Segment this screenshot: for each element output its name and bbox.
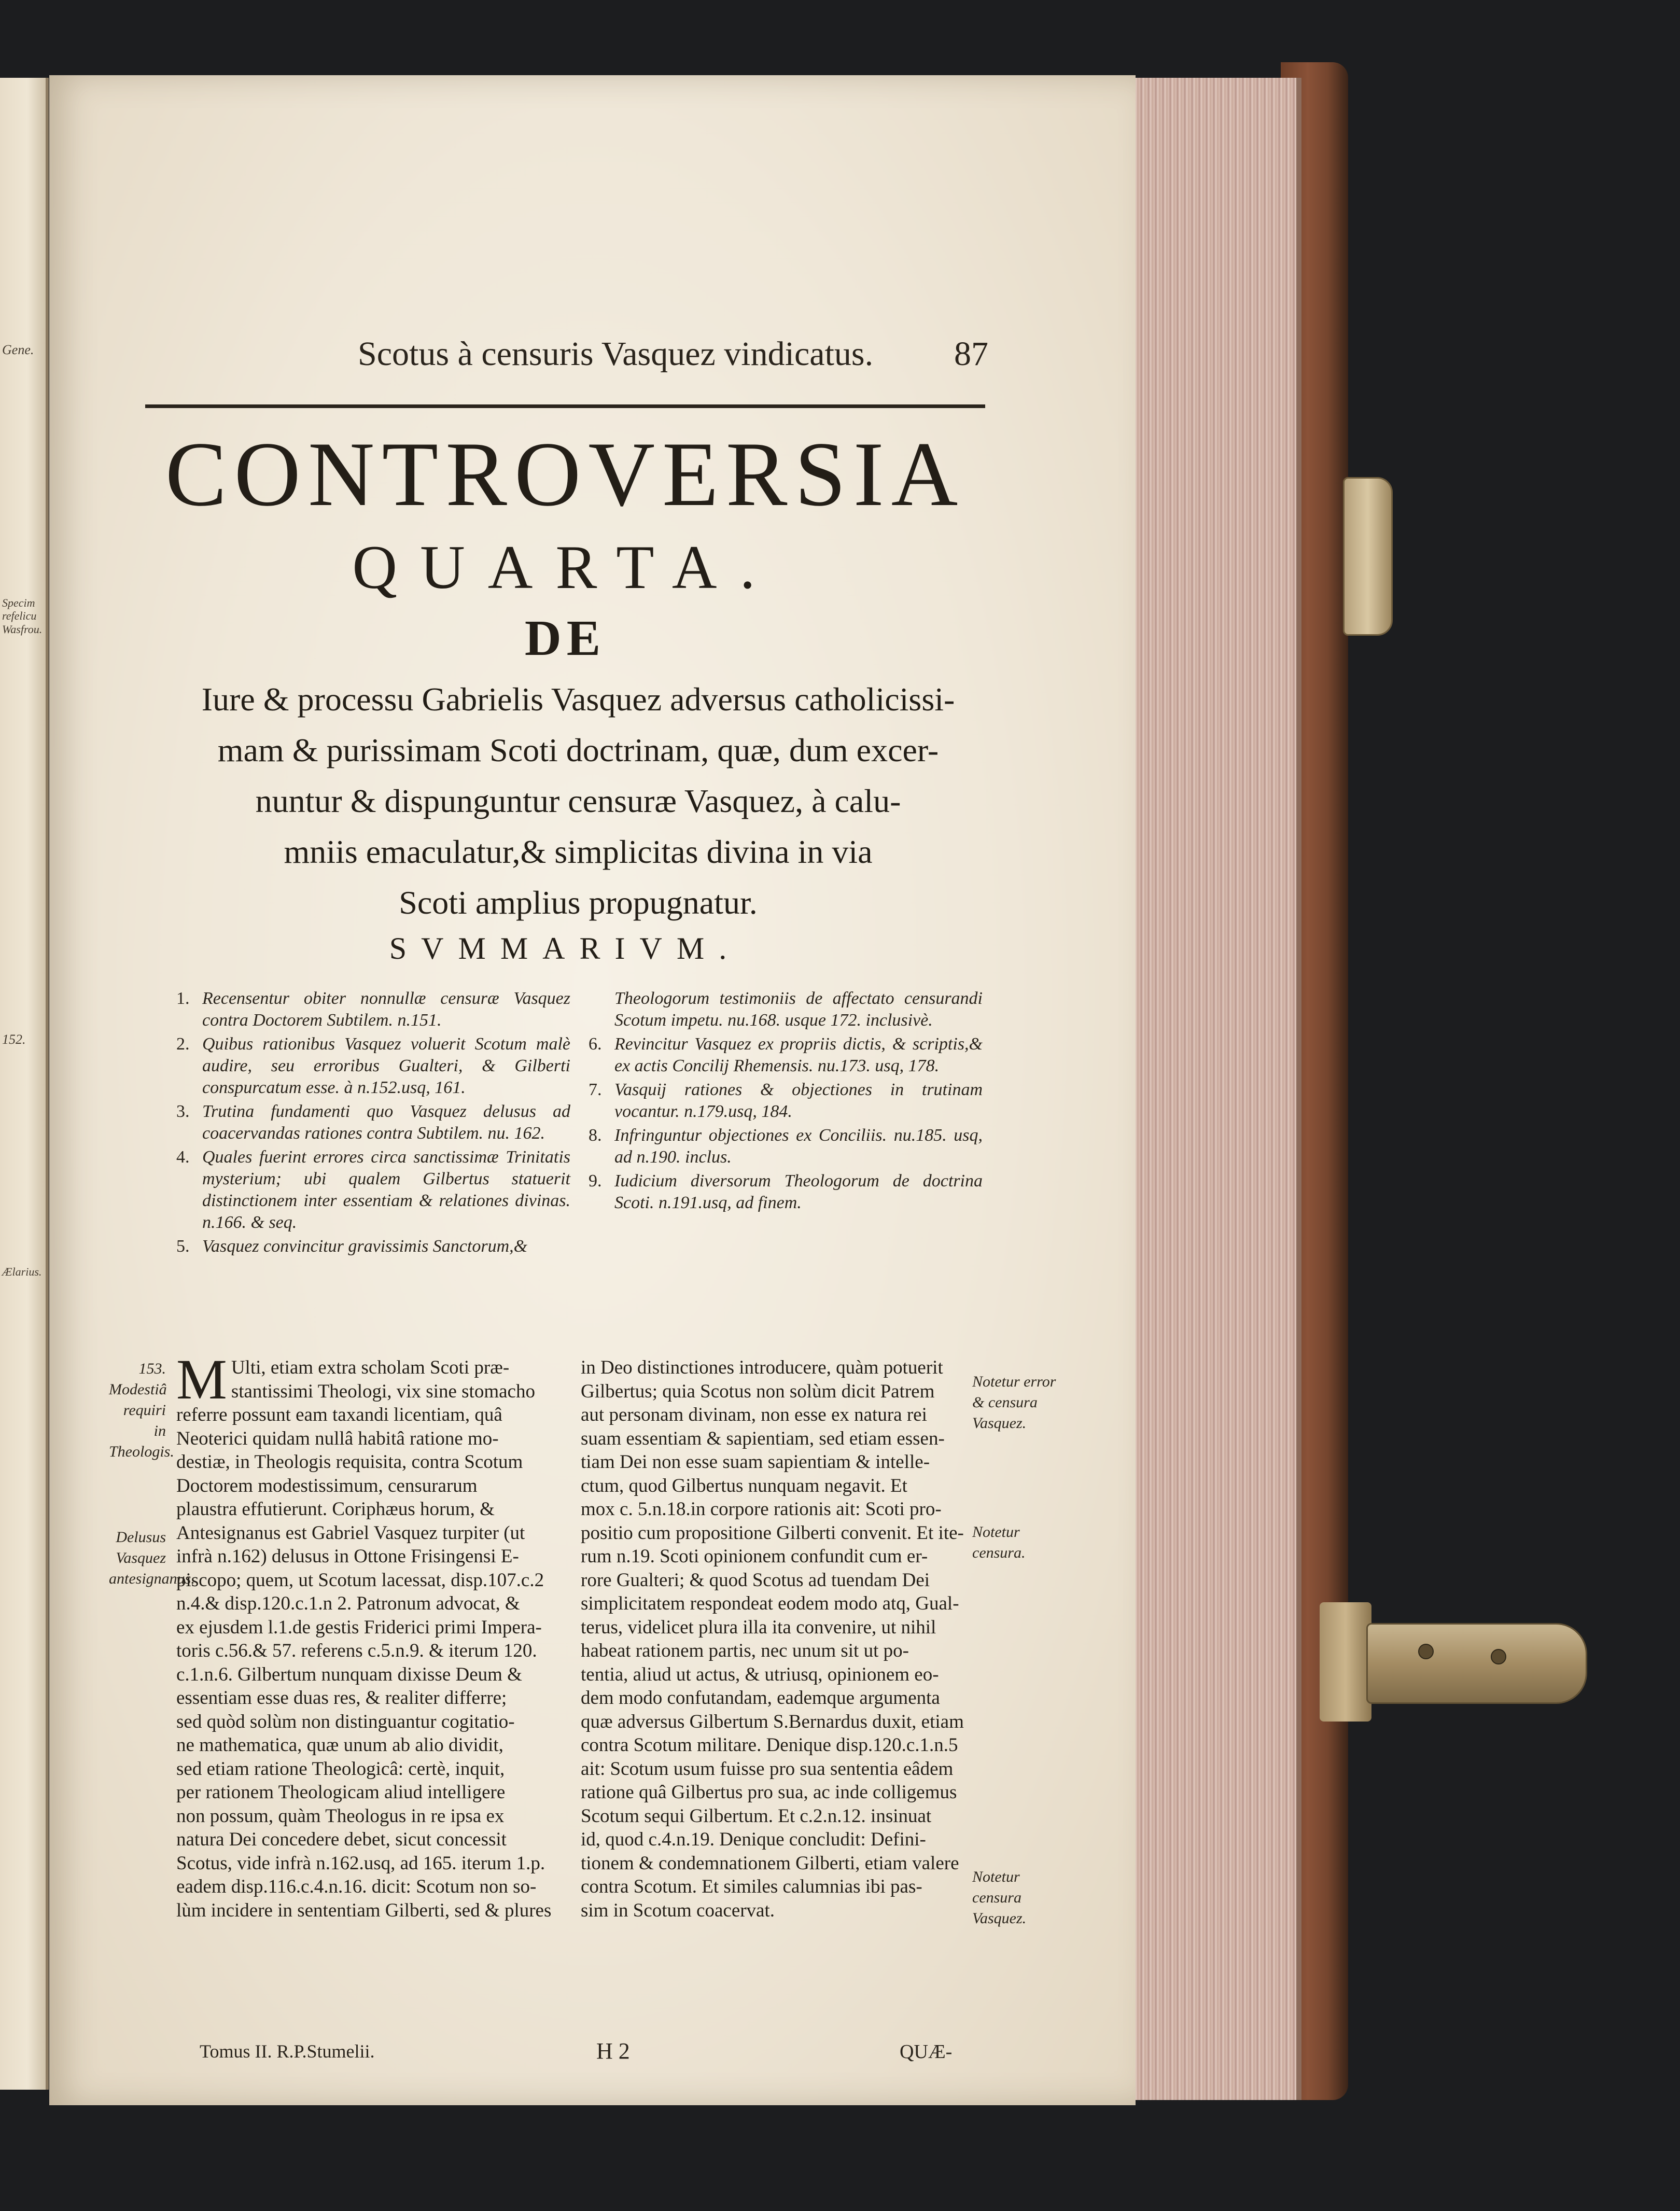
body-line: Scotum sequi Gilbertum. Et c.2.n.12. insinuat <box>581 1805 932 1827</box>
body-line: ex ejusdem l.1.de gestis Friderici primi Impera- <box>176 1616 542 1638</box>
item-text: Iudicium diversorum Theologorum de doctrina Scoti. n.191.usq, ad finem. <box>614 1171 983 1212</box>
item-number: 1. <box>176 989 190 1008</box>
body-line: Scotus, vide infrà n.162.usq, ad 165. iterum 1.p. <box>176 1852 545 1874</box>
body-line: piscopo; quem, ut Scotum lacessat, disp.107.c.2 <box>176 1569 544 1591</box>
body-line: positio cum propositione Gilberti convenit. Et ite- <box>581 1522 964 1544</box>
body-line: Doctorem modestissimum, censurarum <box>176 1475 478 1496</box>
body-line: per rationem Theologicam aliud intelligere <box>176 1782 506 1803</box>
body-line: contra Scotum. Et similes calumnias ibi pas- <box>581 1876 922 1897</box>
description-line: mniis emaculatur,& simplicitas divina in via <box>284 833 873 870</box>
body-line: ait: Scotum usum fuisse pro sua sententia eâdem <box>581 1758 954 1780</box>
summarium-item <box>176 988 570 1031</box>
body-line: dem modo confutandam, eademque argumenta <box>581 1687 940 1709</box>
body-line: simplicitatem respondeat eodem modo atq, Gual- <box>581 1593 959 1614</box>
item-number: 2. <box>176 1034 190 1054</box>
item-text: Quibus rationibus Vasquez voluerit Scotum malè audire, seu erroribus Gualteri, & Gilberti conspurcatum esse. à n.152.usq, 161. <box>202 1034 570 1097</box>
summarium-left-column <box>176 988 570 1260</box>
margin-note-left: 153. Modestiâ requiri in Theologis. <box>109 1360 174 1460</box>
body-line: quæ adversus Gilbertum S.Bernardus duxit, etiam <box>581 1711 964 1732</box>
left-page-fragment: Specim refelicu Wasfrou. <box>2 596 43 636</box>
left-page-fragment: Gene. <box>2 342 34 357</box>
item-text: Vasquij rationes & objectiones in trutinam vocantur. n.179.usq, 184. <box>614 1080 983 1121</box>
lower-clasp <box>1320 1587 1615 1742</box>
body-line: Gilbertus; quia Scotus non solùm dicit Patrem <box>581 1380 935 1402</box>
item-number: 8. <box>589 1126 602 1145</box>
body-line: ratione quâ Gilbertus pro sua, ac inde colligemus <box>581 1782 957 1803</box>
clasp-strap <box>1320 1602 1371 1722</box>
description-line: Iure & processu Gabrielis Vasquez adversus catholicissi- <box>201 681 955 718</box>
body-line: infrà n.162) delusus in Ottone Frisingensi E- <box>176 1546 519 1567</box>
summarium-item <box>176 1101 570 1144</box>
item-number: 9. <box>589 1171 602 1191</box>
item-number: 6. <box>589 1034 602 1054</box>
summarium-item <box>176 1146 570 1234</box>
body-line: ne mathematica, quæ unum ab alio dividit, <box>176 1734 503 1756</box>
body-line: sed etiam ratione Theologicâ: certè, inquit, <box>176 1758 505 1780</box>
item-number: 4. <box>176 1148 190 1167</box>
body-line: in Deo distinctiones introducere, quàm potuerit <box>581 1357 943 1378</box>
page-block-edge <box>1130 78 1301 2100</box>
body-line: c.1.n.6. Gilbertum nunquam dixisse Deum & <box>176 1663 522 1685</box>
body-line: natura Dei concedere debet, sicut concessit <box>176 1829 507 1850</box>
left-page-fragment: Ælarius. <box>2 1265 42 1278</box>
summarium-right-column <box>589 988 983 1216</box>
item-text: Recensentur obiter nonnullæ censuræ Vasquez contra Doctorem Subtilem. n.151. <box>202 989 570 1030</box>
body-line: lùm incidere in sententiam Gilberti, sed & plures <box>176 1899 552 1921</box>
body-line: tionem & condemnationem Gilberti, etiam valere <box>581 1852 959 1874</box>
body-line: n.4.& disp.120.c.1.n 2. Patronum advocat, & <box>176 1593 520 1614</box>
body-line: toris c.56.& 57. referens c.5.n.9. & iterum 120. <box>176 1640 537 1661</box>
margin-note-left: Delusus Vasquez antesignanus. <box>109 1529 195 1587</box>
body-line: rore Gualteri; & quod Scotus ad tuendam Dei <box>581 1569 930 1591</box>
summarium-item <box>589 1033 983 1077</box>
item-number: 3. <box>176 1102 190 1121</box>
item-text: Revincitur Vasquez ex propriis dictis, & scriptis,& ex actis Concilij Rhemensis. nu.173. usq, 178. <box>614 1034 983 1075</box>
item-text: Quales fuerint errores circa sanctissimæ Trinitatis mysterium; ubi qualem Gilbertus statuerit distinctionem inter essentiam & relationes divinas. n.166. & seq. <box>202 1148 570 1232</box>
item-number: 7. <box>589 1080 602 1099</box>
body-line: stantissimi Theologi, vix sine stomacho <box>231 1380 535 1402</box>
body-line: tentia, aliud ut actus, & utriusq, opinionem eo- <box>581 1663 939 1685</box>
summarium-item <box>589 1170 983 1214</box>
body-line: sed quòd solùm non distinguantur cogitatio- <box>176 1711 515 1732</box>
summarium-item <box>589 1125 983 1168</box>
book-page <box>49 75 1136 2105</box>
signature-mark: H 2 <box>596 2038 630 2064</box>
body-line: contra Scotum militare. Denique disp.120.c.1.n.5 <box>581 1734 958 1756</box>
clasp-hinge <box>1366 1623 1587 1704</box>
description-line: mam & purissimam Scoti doctrinam, quæ, dum excer- <box>217 732 939 768</box>
summarium-heading: SVMMARIVM. <box>389 931 741 965</box>
item-number <box>589 988 614 1031</box>
chapter-description <box>171 674 985 928</box>
body-line: id, quod c.4.n.19. Denique concludit: Defini- <box>581 1829 926 1850</box>
description-line: nuntur & dispunguntur censuræ Vasquez, à calu- <box>255 782 901 819</box>
body-line: Neoterici quidam nullâ habitâ ratione mo- <box>176 1428 499 1449</box>
body-line: plaustra effutierunt. Coriphæus horum, & <box>176 1499 495 1520</box>
clasp-rivet <box>1491 1649 1506 1664</box>
body-line: habeat rationem partis, nec unum sit ut po- <box>581 1640 909 1661</box>
body-line: essentiam esse duas res, & realiter differre; <box>176 1687 507 1709</box>
drop-cap: M <box>176 1348 227 1411</box>
body-column-right <box>581 1356 967 1922</box>
catchword: QUÆ- <box>900 2041 953 2063</box>
body-column-left <box>176 1348 555 1922</box>
summarium-item <box>589 988 983 1031</box>
margin-note-right: Notetur error & censura Vasquez. <box>972 1373 1056 1432</box>
body-line: referre possunt eam taxandi licentiam, quâ <box>176 1404 502 1425</box>
body-line: rum n.19. Scoti opinionem confundit cum er- <box>581 1546 928 1567</box>
running-head-title: Scotus à censuris Vasquez vindicatus. <box>358 335 874 373</box>
body-line: suam essentiam & sapientiam, sed etiam essen- <box>581 1428 945 1449</box>
body-line: terus, videlicet plura illa ita convenire, ut nihil <box>581 1616 936 1638</box>
summarium-item <box>589 1079 983 1123</box>
body-line: sim in Scotum coacervat. <box>581 1899 775 1921</box>
body-line: Ulti, etiam extra scholam Scoti præ- <box>231 1357 510 1378</box>
left-page-fragment: 152. <box>2 1032 26 1047</box>
body-line: non possum, quàm Theologus in re ipsa ex <box>176 1805 505 1827</box>
item-number: 5. <box>176 1237 190 1256</box>
margin-note-right: Notetur censura. <box>972 1523 1026 1561</box>
body-line: aut personam divinam, non esse ex natura rei <box>581 1404 927 1425</box>
item-text: Infringuntur objectiones ex Conciliis. nu.185. usq, ad n.190. inclus. <box>614 1126 983 1167</box>
de-heading: DE <box>524 610 606 666</box>
body-line: destiæ, in Theologis requisita, contra Scotum <box>176 1451 523 1473</box>
item-text: Trutina fundamenti quo Vasquez delusus ad coacervandas rationes contra Subtilem. nu. 162. <box>202 1102 570 1143</box>
body-line: ctum, quod Gilbertus nunquam negavit. Et <box>581 1475 907 1496</box>
chapter-title: CONTROVERSIA <box>165 423 965 525</box>
body-line: tiam Dei non esse suam sapientiam & intelle- <box>581 1451 930 1473</box>
upper-clasp <box>1343 477 1393 636</box>
item-text: Vasquez convincitur gravissimis Sanctorum,& <box>202 1237 528 1256</box>
item-text: Theologorum testimoniis de affectato censurandi Scotum impetu. nu.168. usque 172. inclusivè. <box>614 989 983 1030</box>
page-number: 87 <box>954 335 988 373</box>
chapter-subtitle: QUARTA. <box>352 533 778 601</box>
header-rule <box>145 404 985 408</box>
body-line: Antesignanus est Gabriel Vasquez turpiter (ut <box>176 1522 525 1544</box>
left-facing-page <box>0 78 49 2090</box>
clasp-rivet <box>1418 1644 1434 1659</box>
description-line: Scoti amplius propugnatur. <box>399 884 758 921</box>
body-line: mox c. 5.n.18.in corpore rationis ait: Scoti pro- <box>581 1499 942 1520</box>
footer-volume: Tomus II. R.P.Stumelii. <box>200 2041 375 2062</box>
summarium-item <box>176 1236 570 1257</box>
summarium-item <box>176 1033 570 1099</box>
body-line: eadem disp.116.c.4.n.16. dicit: Scotum non so- <box>176 1876 537 1897</box>
margin-note-right: Notetur censura Vasquez. <box>972 1868 1027 1927</box>
